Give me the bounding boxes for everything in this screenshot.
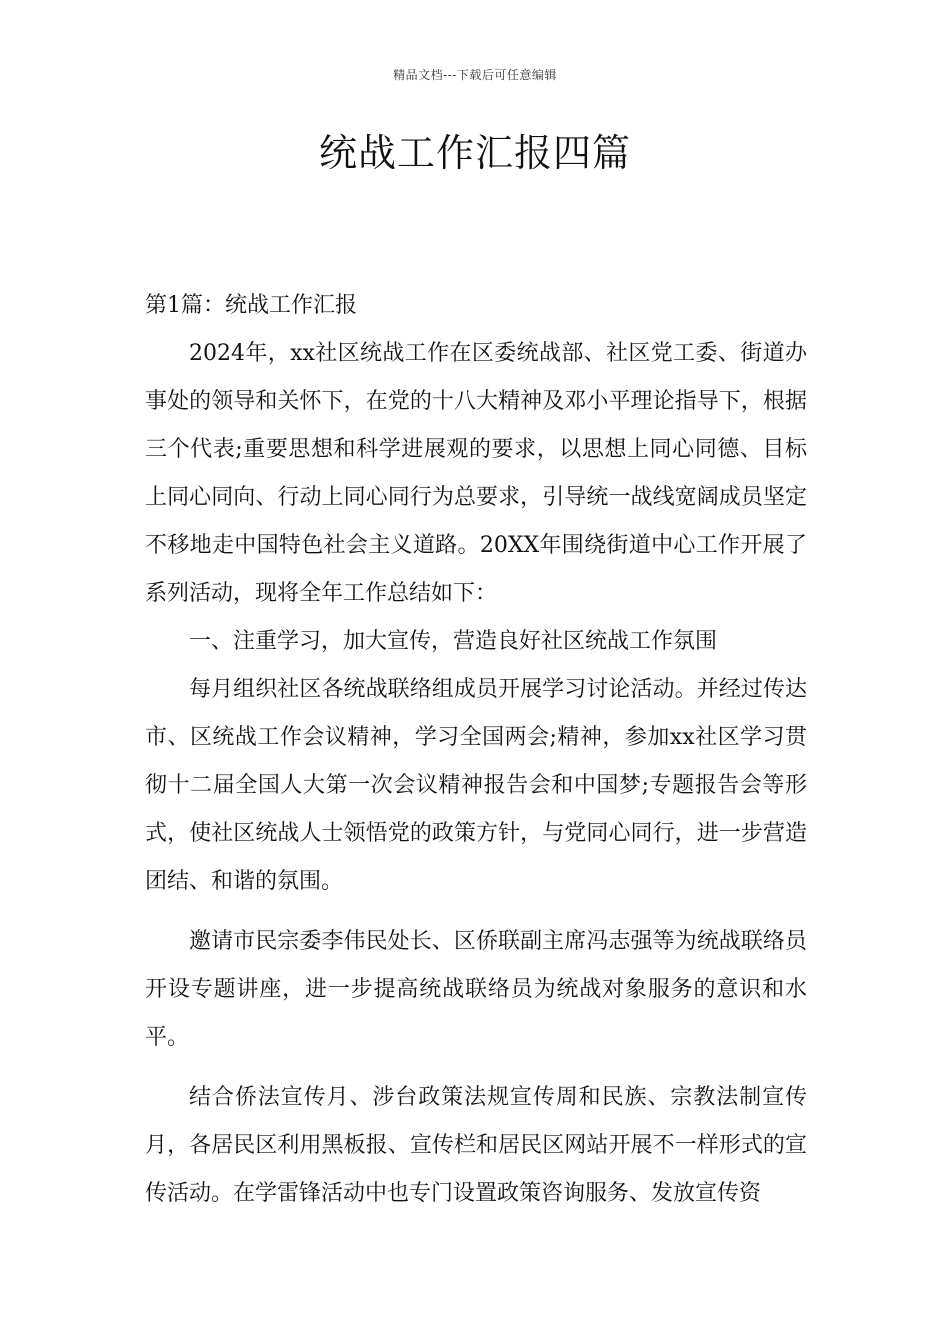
paragraph: 邀请市民宗委李伟民处长、区侨联副主席冯志强等为统战联络员开设专题讲座，进一步提高统战联络员为统战对象服务的意识和水平。 xyxy=(145,929,807,1050)
subheading: 一、注重学习，加大宣传，营造良好社区统战工作氛围 xyxy=(189,629,718,654)
header-note: 精品文档---下载后可任意编辑 xyxy=(393,68,557,82)
paragraph: 结合侨法宣传月、涉台政策法规宣传周和民族、宗教法制宣传月，各居民区利用黑板报、宣传栏和居民区网站开展不一样形式的宣传活动。在学雷锋活动中也专门设置政策咨询服务、发放宣传资 xyxy=(145,1085,807,1206)
document-body xyxy=(145,282,807,1218)
document-title: 统战工作汇报四篇 xyxy=(318,131,631,175)
paragraph: 每月组织社区各统战联络组成员开展学习讨论活动。并经过传达市、区统战工作会议精神，学习全国两会;精神，参加xx社区学习贯彻十二届全国人大第一次会议精神报告会和中国梦;专题报告会等形式，使社区统战人士领悟党的政策方针，与党同心同行，进一步营造团结、和谐的氛围。 xyxy=(145,677,807,894)
paragraph: 2024年，xx社区统战工作在区委统战部、社区党工委、街道办事处的领导和关怀下，在党的十八大精神及邓小平理论指导下，根据三个代表;重要思想和科学进展观的要求，以思想上同心同德、目标上同心同向、行动上同心同行为总要求，引导统一战线宽阔成员坚定不移地走中国特色社会主义道路。20XX年围绕街道中心工作开展了系列活动，现将全年工作总结如下： xyxy=(145,341,807,606)
section-heading: 第1篇：统战工作汇报 xyxy=(145,293,357,318)
